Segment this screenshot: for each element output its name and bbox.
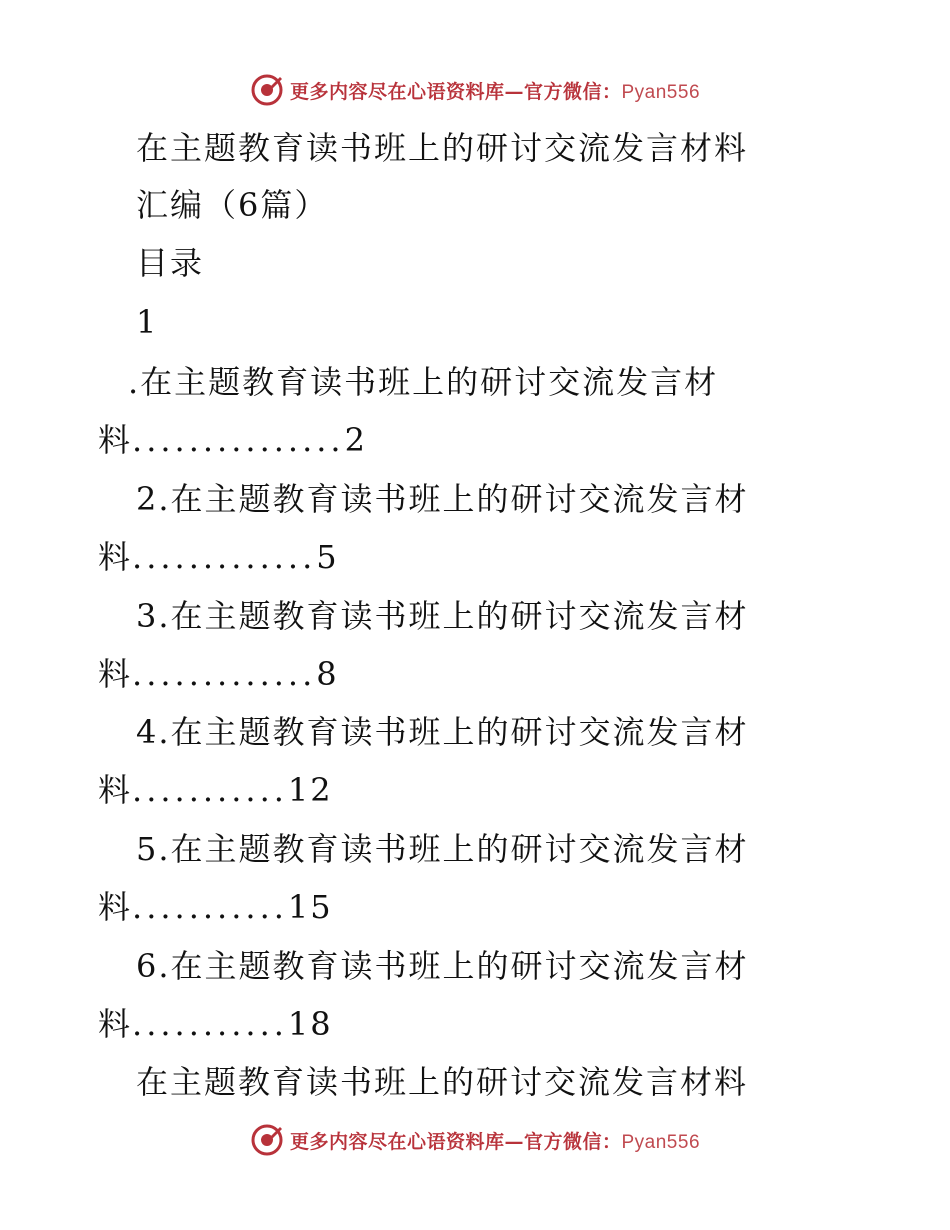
toc-entry-1-line-2: 料...............2 [98, 421, 367, 459]
toc-leader-dots: ............. [132, 655, 317, 693]
toc-leader-dots: ........... [132, 771, 288, 809]
toc-entry-6-line-1: 6.在主题教育读书班上的研讨交流发言材 [136, 947, 749, 985]
pen-logo-icon [250, 73, 284, 107]
toc-page-number: 8 [316, 655, 339, 693]
toc-heading: 目录 [136, 244, 205, 282]
toc-leader-dots: ........... [132, 888, 288, 926]
watermark-text: 更多内容尽在心语资料库—官方微信：Pyan556 [289, 1130, 701, 1153]
toc-page-number: 12 [287, 771, 333, 809]
toc-first-number: 1 [136, 303, 159, 341]
toc-entry-3-line-1: 3.在主题教育读书班上的研讨交流发言材 [136, 597, 749, 635]
toc-entry-5-line-1: 5.在主题教育读书班上的研讨交流发言材 [136, 830, 749, 868]
pen-logo-icon [250, 1123, 284, 1157]
toc-entry-6-line-2: 料...........18 [98, 1005, 333, 1043]
watermark-handle: Pyan556 [621, 81, 701, 103]
watermark-handle: Pyan556 [621, 1131, 701, 1153]
section-title: 在主题教育读书班上的研讨交流发言材料 [136, 1063, 749, 1101]
toc-entry-3-line-2: 料.............8 [98, 655, 339, 693]
document-title-line-1: 在主题教育读书班上的研讨交流发言材料 [136, 129, 749, 167]
toc-page-number: 18 [287, 1005, 333, 1043]
toc-page-number: 5 [316, 538, 339, 576]
toc-leader-dots: ........... [132, 1005, 288, 1043]
toc-entry-2-line-1: 2.在主题教育读书班上的研讨交流发言材 [136, 480, 749, 518]
toc-leader-dots: ............... [132, 421, 345, 459]
toc-entry-4-line-2: 料...........12 [98, 771, 333, 809]
toc-entry-2-line-2: 料.............5 [98, 538, 339, 576]
header-watermark [0, 70, 950, 110]
footer-watermark [0, 1120, 950, 1160]
document-title-line-2: 汇编（6篇） [136, 186, 329, 224]
toc-entry-4-line-1: 4.在主题教育读书班上的研讨交流发言材 [136, 713, 749, 751]
toc-entry-5-line-2: 料...........15 [98, 888, 333, 926]
toc-entry-1-line-1: .在主题教育读书班上的研讨交流发言材 [128, 363, 719, 401]
toc-page-number: 2 [344, 421, 367, 459]
watermark-text: 更多内容尽在心语资料库—官方微信：Pyan556 [289, 80, 701, 103]
toc-page-number: 15 [287, 888, 333, 926]
toc-leader-dots: ............. [132, 538, 317, 576]
